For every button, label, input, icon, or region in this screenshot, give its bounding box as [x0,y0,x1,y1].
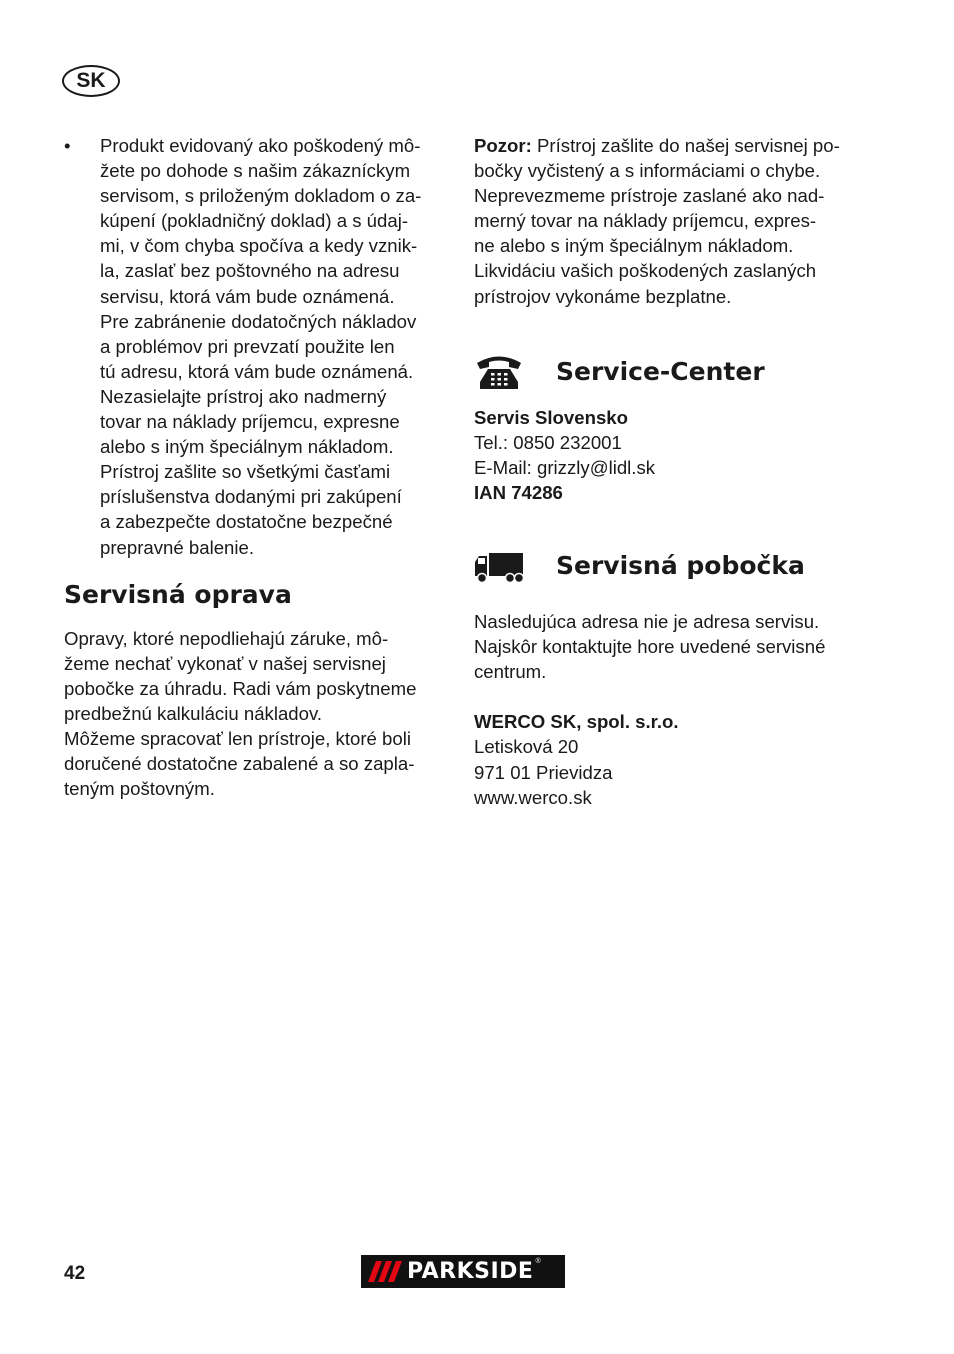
service-center-heading: Service-Center [556,356,765,386]
bullet-text [100,133,449,560]
branch-address [474,709,864,809]
branch-heading-row [474,543,864,589]
text-line: Najskôr kontaktujte hore uvedené servisné [474,636,826,658]
repair-paragraph [64,626,449,802]
text-line: servisom, s priloženým dokladom o za- [100,185,422,207]
text-line: la, zaslať bez poštovného na adresu [100,260,400,282]
text-line: Neprevezmeme prístroje zaslané ako nad- [474,185,825,207]
text-line: centrum. [474,661,547,683]
text-line: Pre zabránenie dodatočných nákladov [100,310,417,332]
text-line: merný tovar na náklady príjemcu, expres- [474,210,817,232]
text-line: Likvidáciu vašich poškodených zaslaných [474,260,817,282]
text-line: Nezasielajte prístroj ako nadmerný [100,385,387,407]
text-line: tovar na náklady príjemcu, expresne [100,411,400,433]
branch-company: WERCO SK, spol. s.r.o. [474,711,679,733]
text-line: príslušenstva dodanými pri zakúpení [100,486,402,508]
text-line: servisu, ktorá vám bude oznámená. [100,285,395,307]
text-line: Produkt evidovaný ako poškodený mô- [100,135,421,156]
attention-label: Pozor: [474,135,532,156]
service-phone: Tel.: 0850 232001 [474,431,622,453]
text-line: ne alebo s iným špeciálnym nákladom. [474,235,794,257]
parkside-logo [361,1255,565,1288]
service-center-heading-row [474,349,864,395]
service-center-contact [474,405,864,505]
text-line: tú adresu, ktorá vám bude oznámená. [100,360,414,382]
bullet-icon: • [64,135,71,156]
logo-stripes-icon [365,1255,403,1288]
branch-note [474,609,864,684]
text-line: kúpení (pokladničný doklad) a s údaj- [100,210,409,232]
attention-first-line: Prístroj zašlite do našej servisnej po- [531,135,840,156]
text-line: Nasledujúca adresa nie je adresa servisu. [474,611,820,633]
text-line: žete po dohode s našim zákazníckym [100,160,411,182]
text-line: alebo s iným špeciálnym nákladom. [100,436,394,458]
left-column [64,133,449,801]
language-badge: SK [62,65,120,97]
truck-icon [474,546,524,586]
registered-mark: ® [535,1258,541,1265]
text-line: Prístroj zašlite so všetkými časťami [100,461,391,483]
branch-website[interactable]: www.werco.sk [474,786,592,808]
text-line: mi, v čom chyba spočíva a kedy vznik- [100,235,418,257]
text-line: teným poštovným. [64,778,215,800]
telephone-icon [474,352,524,392]
service-ian: IAN 74286 [474,481,563,503]
right-column [474,133,864,810]
branch-city: 971 01 Prievidza [474,761,613,783]
text-line: doručené dostatočne zabalené a so zapla- [64,753,415,775]
text-line: bočky vyčistený a s informáciami o chybe. [474,160,821,182]
branch-heading: Servisná pobočka [556,551,805,581]
text-line: žeme nechať vykonať v našej servisnej [64,652,386,674]
text-line: a problémov pri prevzatí použite len [100,335,395,357]
text-line: a zabezpečte dostatočne bezpečné [100,511,393,533]
text-line: prístrojov vykonáme bezplatne. [474,285,732,307]
page-number: 42 [64,1263,86,1284]
service-email: E-Mail: grizzly@lidl.sk [474,456,656,478]
text-line: Môžeme spracovať len prístroje, ktoré boli [64,727,411,749]
text-line [474,133,864,158]
attention-paragraph [474,133,864,309]
logo-wordmark: PARKSIDE [407,1259,534,1284]
text-line: Opravy, ktoré nepodliehajú záruke, mô- [64,627,389,649]
list-item-shipping-instructions [64,133,449,560]
service-name: Servis Slovensko [474,406,628,428]
branch-street: Letisková 20 [474,736,579,758]
text-line: pobočke za úhradu. Radi vám poskytneme [64,677,417,699]
text-line: prepravné balenie. [100,536,255,558]
text-line: predbežnú kalkuláciu nákladov. [64,702,323,724]
repair-heading: Servisná oprava [64,579,292,609]
